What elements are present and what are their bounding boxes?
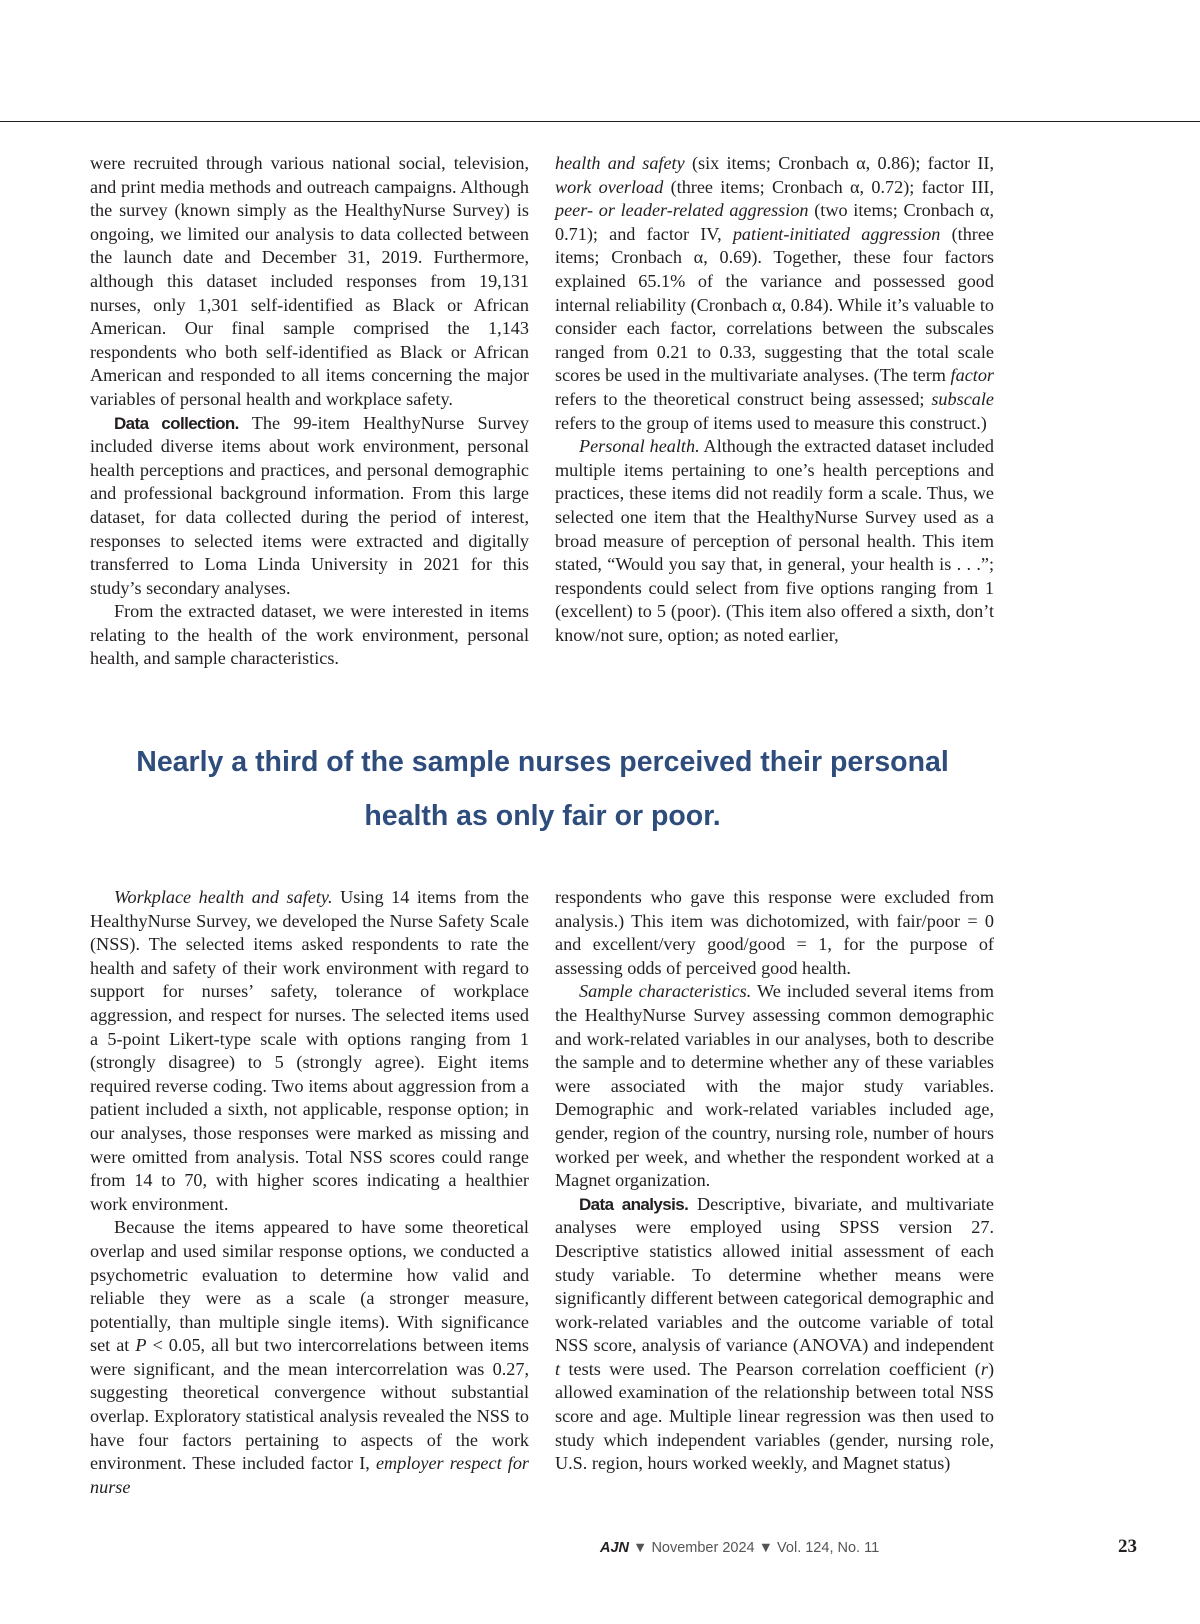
text-run: Using 14 items from the HealthyNurse Survey, we developed the Nurse Safety Scale (NSS). The selected items asked respondents to rate the health and safety of their work environment with regard to support for nurses’ safety, tolerance of workplace aggression, and respect for nurses. The selected items used a 5-point Likert-type scale with options ranging from 1 (strongly disagree) to 5 (strongly agree). Eight items required reverse coding. Two items about aggression from a patient included a sixth, not applicable, response option; in our analyses, those responses were marked as missing and were omitted from analysis. Total NSS scores could range from 14 to 70, with higher scores indicating a healthier work environment. — [90, 887, 529, 1214]
journal-name: AJN — [600, 1540, 630, 1556]
text-run: respondents who gave this response were excluded from analysis.) This item was dichotomized, with fair/poor = 0 and excellent/very good/good = 1, for the purpose of assessing odds of perceived good health. — [555, 887, 994, 978]
text-run: (three items; Cronbach α, 0.69). Together, these four factors explained 65.1% of the variance and possessed good internal reliability (Cronbach α, 0.84). While it’s valuable to consider each factor, correlations between the subscales ranged from 0.21 to 0.33, suggesting that the total scale scores be used in the multivariate analyses. (The term — [555, 223, 995, 386]
text-run: The 99-item HealthyNurse Survey included diverse items about work environment, personal health perceptions and practices, and personal demographic and professional background information. From this large dataset, for data collected during the period of interest, responses to selected items were extracted and digitally transferred to Loma Linda University in 2021 for this study’s secondary analyses. — [90, 412, 529, 598]
footer — [600, 1540, 1000, 1556]
text-run: We included several items from the HealthyNurse Survey assessing common demographic and work-related variables in our analyses, both to describe the sample and to determine whether any of these variables were associated with the major study variables. Demographic and work-related variables included age, gender, region of the country, nursing role, number of hours worked per week, and whether the respondent worked at a Magnet organization. — [555, 981, 994, 1191]
separator-1: ▼ — [633, 1540, 648, 1556]
italic-run: t — [555, 1358, 561, 1379]
paragraph — [555, 980, 994, 1192]
text-run: tests were used. The Pearson correlation coefficient ( — [560, 1358, 981, 1379]
column-2-top — [555, 152, 994, 647]
italic-run: peer- or leader-related aggression — [555, 200, 809, 221]
text-run: refers to the group of items used to measure this construct.) — [555, 412, 987, 433]
run-in-heading: Data collection. — [114, 413, 239, 433]
text-run: (three items; Cronbach α, 0.72); factor III, — [663, 176, 994, 197]
italic-run: patient-initiated aggression — [732, 223, 941, 244]
italic-run: Sample characteristics. — [579, 981, 752, 1002]
paragraph — [555, 1193, 994, 1476]
paragraph — [555, 435, 994, 647]
italic-run: employer respect for nurse — [90, 1453, 529, 1497]
paragraph — [90, 412, 529, 601]
column-2-bottom — [555, 886, 994, 1476]
italic-run: Workplace health and safety. — [114, 887, 333, 907]
text-run: refers to the theoretical construct being assessed; — [555, 388, 932, 409]
column-1-bottom — [90, 886, 529, 1499]
text-run: Although the extracted dataset included multiple items pertaining to one’s health perceptions and practices, these items did not readily form a scale. Thus, we selected one item that the HealthyNurse Survey used as a broad measure of perception of personal health. This item stated, “Would you say that, in general, your health is . . .”; respondents could select from five options ranging from 1 (excellent) to 5 (poor). (This item also offered a sixth, don’t know/not sure, option; as noted earlier, — [555, 436, 994, 645]
volume-issue: Vol. 124, No. 11 — [777, 1540, 880, 1556]
paragraph — [90, 1216, 529, 1499]
italic-run: P — [135, 1335, 147, 1356]
paragraph — [555, 886, 994, 980]
text-run: Because the items appeared to have some theoretical overlap and used similar response options, we conducted a psychometric evaluation to determine how valid and reliable they were as a scale (a stronger measure, potentially, than multiple single items). With significance set at — [90, 1217, 529, 1356]
italic-run: r — [980, 1358, 988, 1379]
text-run: were recruited through various national social, television, and print media methods and outreach campaigns. Although the survey (known simply as the HealthyNurse Survey) is ongoing, we limited our analysis to data collected between the launch date and December 31, 2019. Furthermore, although this dataset included responses from 19,131 nurses, only 1,301 self-identified as Black or African American. Our final sample comprised the 1,143 respondents who both self-identified as Black or African American and responded to all items concerning the major variables of personal health and workplace safety. — [90, 153, 529, 409]
paragraph — [90, 600, 529, 671]
italic-run: factor — [950, 365, 994, 386]
run-in-heading: Data analysis. — [579, 1194, 689, 1214]
pull-quote — [90, 735, 995, 843]
text-run: < 0.05, all but two intercorrelations between items were significant, and the mean intercorrelation was 0.27, suggesting theoretical convergence without substantial overlap. Exploratory statistical analysis revealed the NSS to have four factors pertaining to aspects of the work environment. These included factor I, — [90, 1335, 529, 1474]
text-run: (six items; Cronbach α, 0.86); factor II, — [684, 153, 994, 173]
pull-quote-line-2: health as only fair or poor. — [364, 800, 721, 832]
issue-date: November 2024 — [651, 1540, 755, 1556]
paragraph — [555, 152, 994, 435]
italic-run: health and safety — [555, 153, 685, 173]
italic-run: Personal health. — [579, 436, 700, 457]
column-1-top — [90, 152, 529, 671]
italic-run: work overload — [555, 176, 664, 197]
paragraph — [90, 886, 529, 1216]
pull-quote-line-1: Nearly a third of the sample nurses perceived their personal — [136, 746, 949, 778]
text-run: ) allowed examination of the relationship between total NSS score and age. Multiple linear regression was then used to study which independent variables (gender, nursing role, U.S. region, hours worked weekly, and Magnet status) — [555, 1358, 994, 1474]
text-run: (two items; Cronbach α, 0.71); and factor IV, — [555, 200, 994, 244]
page-number: 23 — [1118, 1536, 1137, 1557]
header-rule — [0, 121, 1200, 122]
paragraph — [90, 152, 529, 412]
separator-2: ▼ — [758, 1540, 773, 1556]
text-run: Descriptive, bivariate, and multivariate analyses were employed using SPSS version 27. Descriptive statistics allowed initial assessment of each study variable. To determine whether means were significantly different between categorical demographic and work-related variables and the outcome variable of total NSS score, analysis of variance (ANOVA) and independent — [555, 1193, 995, 1356]
italic-run: subscale — [931, 388, 994, 409]
text-run: From the extracted dataset, we were interested in items relating to the health of the work environment, personal health, and sample characteristics. — [90, 601, 529, 669]
